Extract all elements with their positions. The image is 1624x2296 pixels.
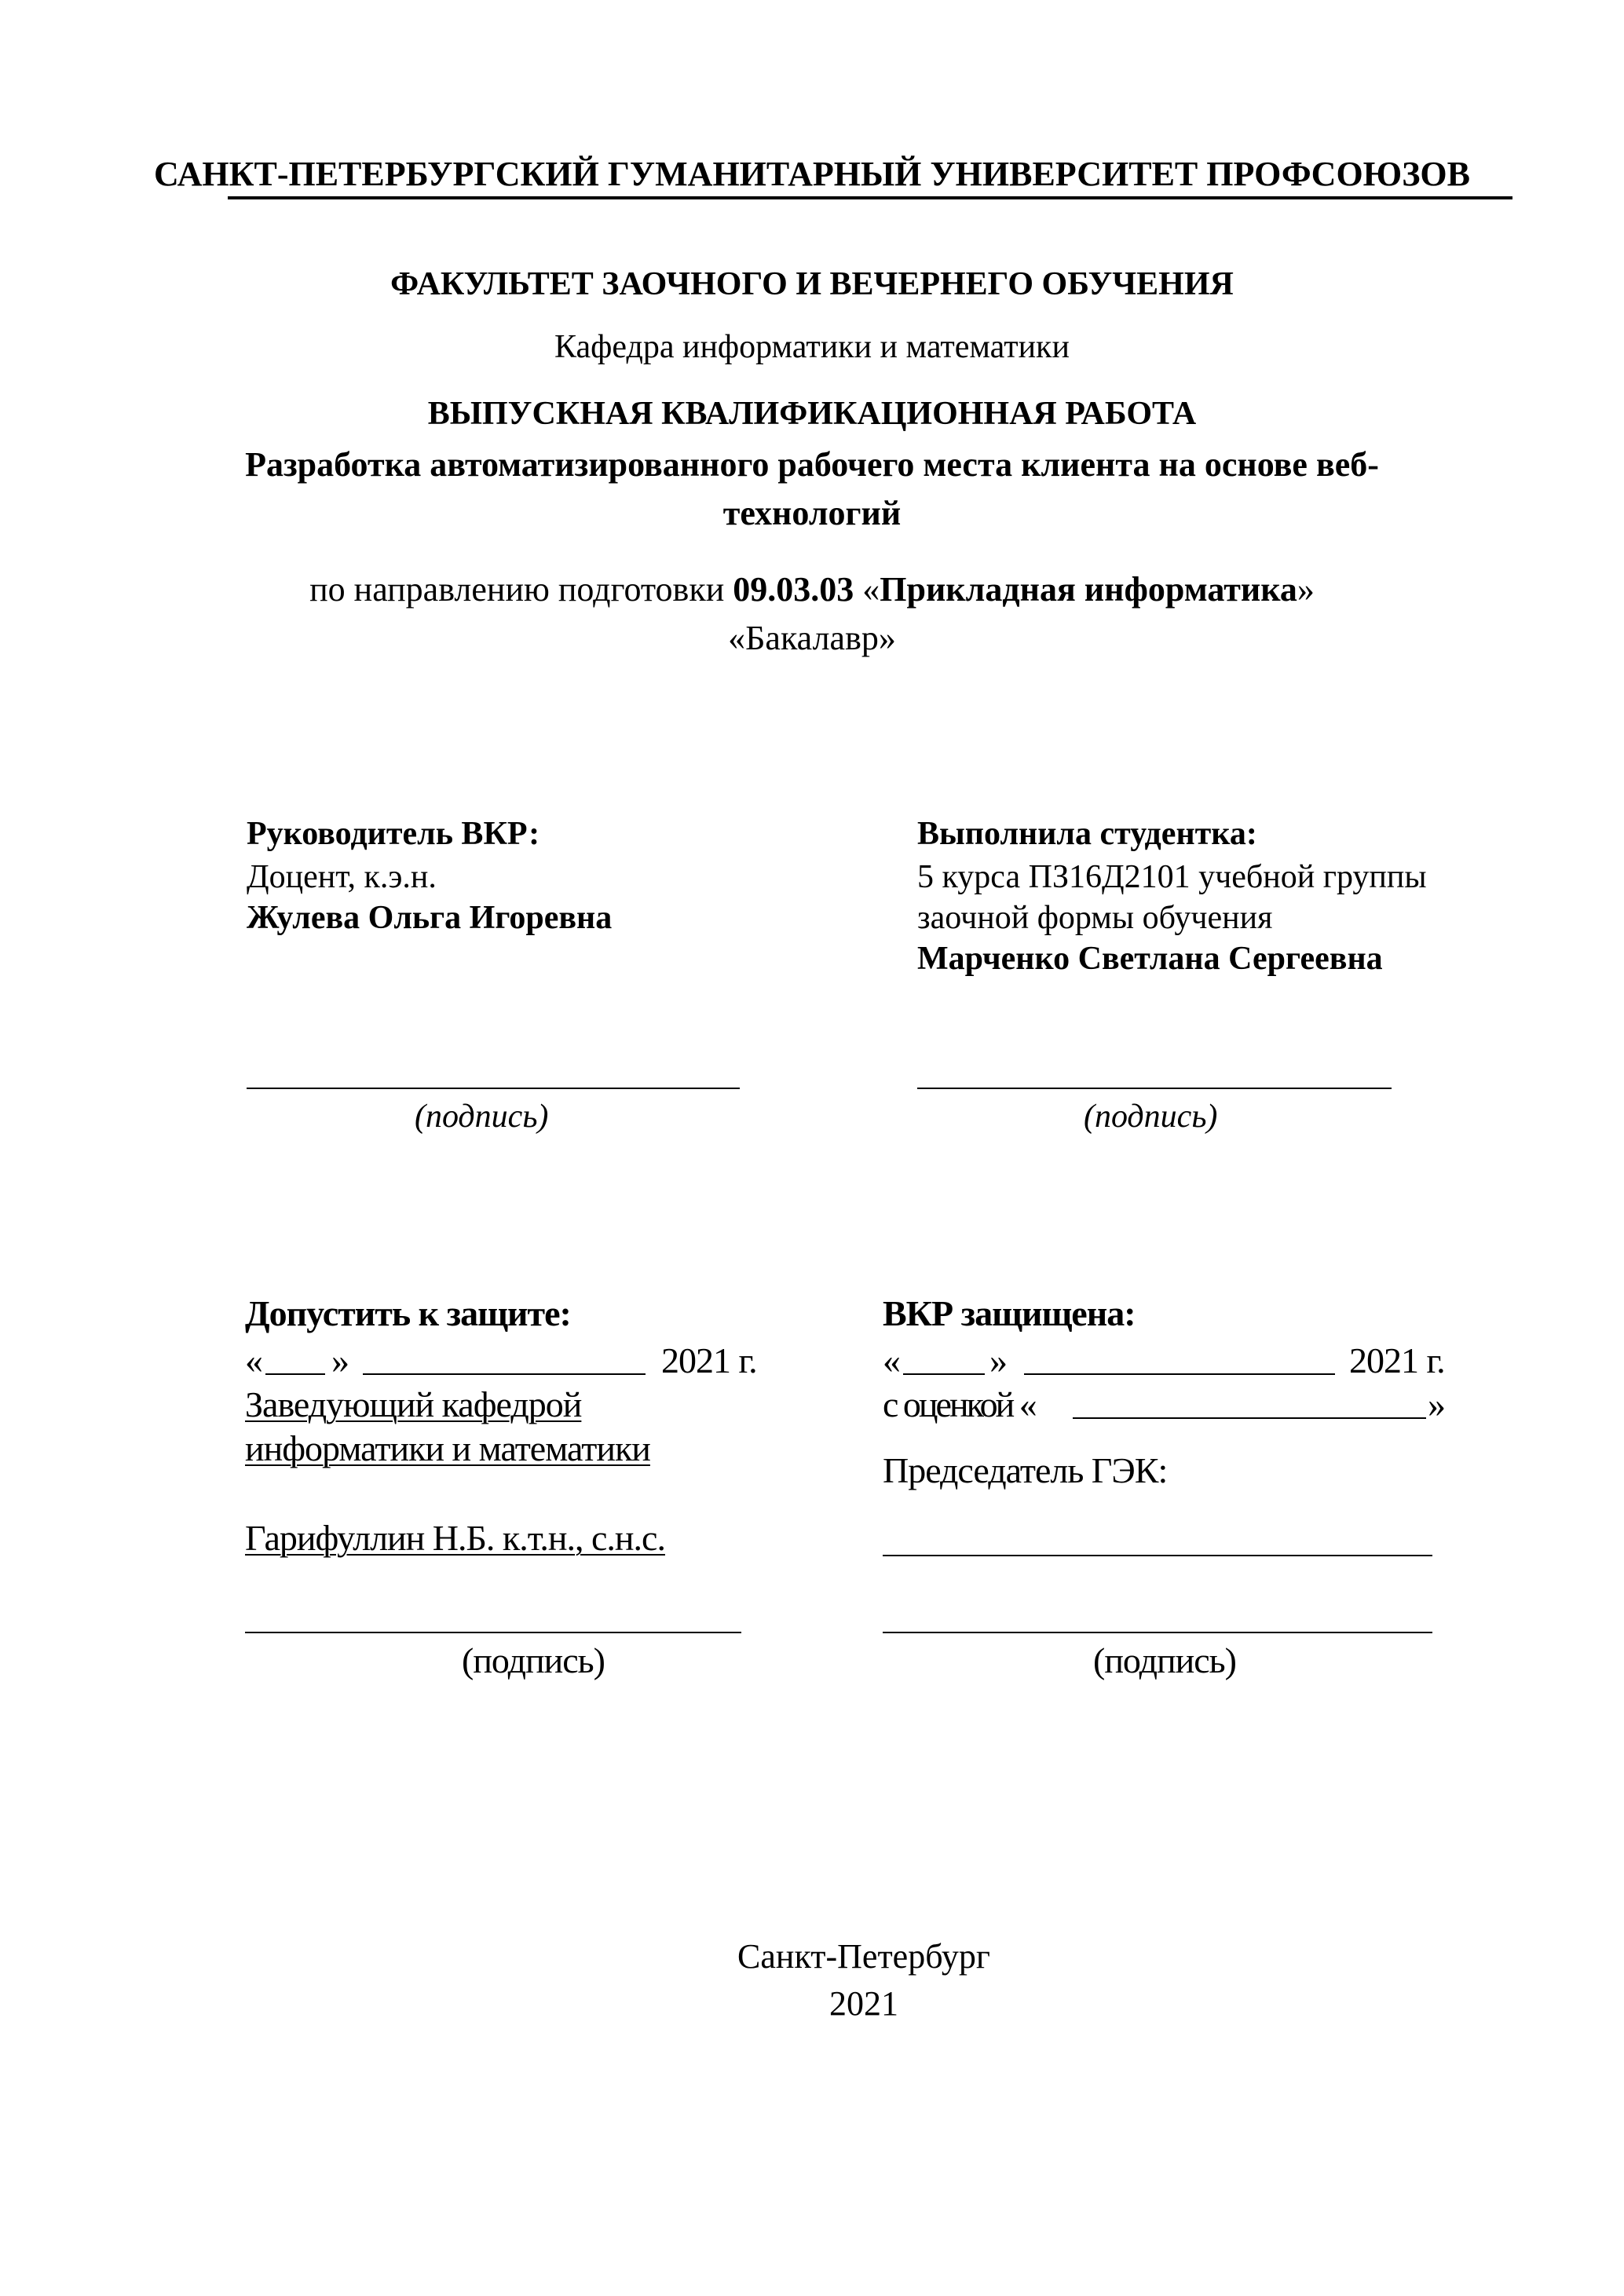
defense-month-blank — [1024, 1373, 1335, 1375]
defense-chair-line — [883, 1555, 1432, 1556]
student-name: Марченко Светлана Сергеевна — [917, 941, 1383, 977]
admission-head-line1: Заведующий кафедрой — [245, 1384, 582, 1424]
defense-grade-blank — [1073, 1417, 1426, 1419]
admission-day-blank — [265, 1373, 325, 1375]
defense-signature-caption: (подпись) — [1093, 1640, 1236, 1680]
admission-head-name: Гарифуллин Н.Б. к.т.н., с.н.с. — [245, 1518, 665, 1558]
direction-line — [0, 569, 1624, 609]
footer-city: Санкт-Петербург — [737, 1937, 990, 1976]
defense-chair-label: Председатель ГЭК: — [883, 1450, 1168, 1490]
student-signature-line — [917, 1088, 1392, 1089]
direction-open-quote: « — [854, 570, 880, 609]
supervisor-name: Жулева Ольга Игоревна — [247, 900, 613, 936]
defense-year: 2021 г. — [1349, 1340, 1445, 1380]
university-name: САНКТ-ПЕТЕРБУРГСКИЙ ГУМАНИТАРНЫЙ УНИВЕРСИТЕТ ПРОФСОЮЗОВ — [153, 155, 1471, 193]
supervisor-signature-caption: (подпись) — [415, 1099, 549, 1135]
student-line2: заочной формы обучения — [917, 900, 1273, 936]
work-title-line1: Разработка автоматизированного рабочего места клиента на основе веб- — [245, 445, 1379, 484]
admission-date-open: « — [245, 1340, 262, 1380]
admission-date-close: » — [331, 1340, 349, 1380]
supervisor-signature-line — [247, 1088, 740, 1089]
admission-heading: Допустить к защите: — [245, 1293, 571, 1333]
department-name: Кафедра информатики и математики — [554, 329, 1070, 365]
student-heading: Выполнила студентка: — [917, 816, 1257, 852]
supervisor-heading: Руководитель ВКР: — [247, 816, 540, 852]
admission-signature-caption: (подпись) — [462, 1640, 605, 1680]
admission-year: 2021 г. — [661, 1340, 757, 1380]
direction-close-quote: » — [1297, 570, 1315, 609]
direction-name: Прикладная информатика — [880, 570, 1297, 609]
admission-signature-line — [245, 1632, 741, 1633]
defense-grade-prefix: с оценкой « — [883, 1384, 1035, 1424]
defense-date-close: » — [989, 1340, 1007, 1380]
student-signature-caption: (подпись) — [1084, 1099, 1218, 1135]
student-line1: 5 курса ПЗ16Д2101 учебной группы — [917, 859, 1427, 895]
direction-code: 09.03.03 — [733, 570, 854, 609]
defense-day-blank — [903, 1373, 985, 1375]
faculty-name: ФАКУЛЬТЕТ ЗАОЧНОГО И ВЕЧЕРНЕГО ОБУЧЕНИЯ — [390, 266, 1234, 302]
defense-heading: ВКР защищена: — [883, 1293, 1136, 1333]
header-rule — [228, 196, 1512, 199]
direction-prefix: по направлению подготовки — [309, 570, 733, 609]
degree: «Бакалавр» — [728, 619, 896, 657]
admission-month-blank — [363, 1373, 646, 1375]
work-title-line2: технологий — [722, 494, 902, 532]
footer-year: 2021 — [829, 1984, 898, 2023]
work-type: ВЫПУСКНАЯ КВАЛИФИКАЦИОННАЯ РАБОТА — [427, 396, 1197, 432]
admission-head-line2: информатики и математики — [245, 1428, 650, 1468]
defense-signature-line — [883, 1632, 1432, 1633]
supervisor-position: Доцент, к.э.н. — [247, 859, 437, 895]
defense-date-open: « — [883, 1340, 900, 1380]
defense-grade-close: » — [1428, 1384, 1445, 1424]
